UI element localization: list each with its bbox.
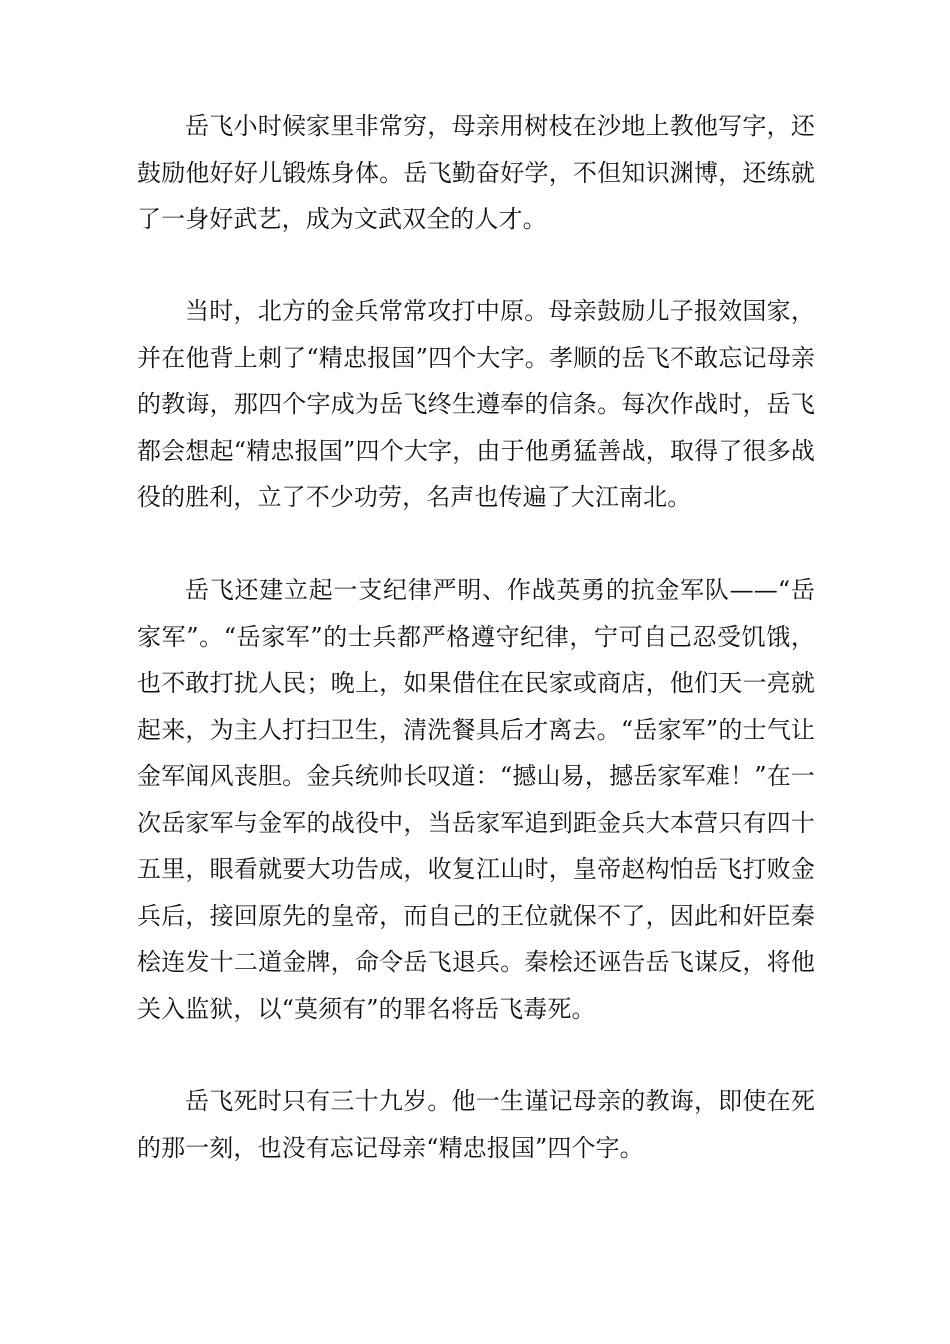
paragraph-childhood: 岳飞小时候家里非常穷，母亲用树枝在沙地上教他写字，还鼓励他好好儿锻炼身体。岳飞勤奋好学，不但知识渊博，还练就了一身好武艺，成为文武双全的人才。 <box>137 112 815 233</box>
paragraph-death: 岳飞死时只有三十九岁。他一生谨记母亲的教诲，即使在死的那一刻，也没有忘记母亲“精忠报国”四个字。 <box>137 1087 815 1162</box>
paragraph-yue-family-army: 岳飞还建立起一支纪律严明、作战英勇的抗金军队——“岳家军”。“岳家军”的士兵都严格遵守纪律，宁可自己忍受饥饿，也不敢打扰人民；晚上，如果借住在民家或商店，他们天一亮就起来，为主人打扫卫生，清洗餐具后才离去。“岳家军”的士气让金军闻风丧胆。金兵统帅长叹道：“撼山易，撼岳家军难！”在一次岳家军与金军的战役中，当岳家军追到距金兵大本营只有四十五里，眼看就要大功告成，收复江山时，皇帝赵构怕岳飞打败金兵后，接回原先的皇帝，而自己的王位就保不了，因此和奸臣秦桧连发十二道金牌，命令岳飞退兵。秦桧还诬告岳飞谋反，将他关入监狱，以“莫须有”的罪名将岳飞毒死。 <box>137 576 815 1023</box>
paragraph-loyalty-tattoo: 当时，北方的金兵常常攻打中原。母亲鼓励儿子报效国家，并在他背上刺了“精忠报国”四个大字。孝顺的岳飞不敢忘记母亲的教诲，那四个字成为岳飞终生遵奉的信条。每次作战时，岳飞都会想起“精忠报国”四个大字，由于他勇猛善战，取得了很多战役的胜利，立了不少功劳，名声也传遍了大江南北。 <box>137 297 815 511</box>
